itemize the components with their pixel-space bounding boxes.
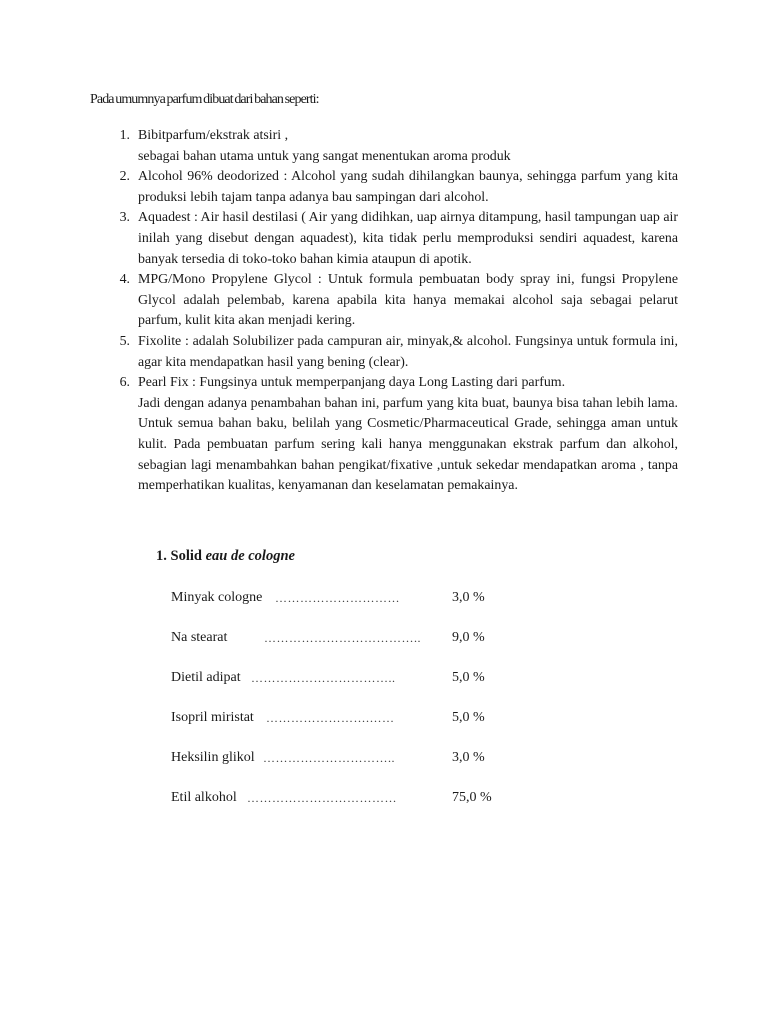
list-item-text: Alcohol 96% deodorized : Alcohol yang sudah dihilangkan baunya, sehingga parfum yang kita produksi lebih tajam tanpa adanya bau sampingan dari alcohol. bbox=[138, 169, 678, 205]
intro-text: Pada umumnya parfum dibuat dari bahan seperti: bbox=[90, 92, 319, 107]
recipe-row bbox=[171, 748, 501, 788]
list-item bbox=[106, 270, 678, 332]
recipe-number: 1. bbox=[156, 548, 167, 564]
list-item-text: MPG/Mono Propylene Glycol : Untuk formula pembuatan body spray ini, fungsi Propylene Glycol adalah pelembab, karena apabila kita hanya memakai alcohol saja sebagai pelarut parfum, kulit kita akan menjadi kering. bbox=[138, 272, 678, 329]
ingredient-name: Isopril miristat bbox=[171, 710, 254, 725]
list-item-number: 6. bbox=[119, 375, 130, 391]
list-item-text: Bibitparfum/ekstrak atsiri , bbox=[138, 128, 289, 143]
list-item-text: Aquadest : Air hasil destilasi ( Air yang didihkan, uap airnya ditampung, hasil tampungan uap air inilah yang disebut dengan aquadest), kita tidak perlu memproduksi sendiri aquadest, karena banyak tersedia di toko-toko bahan kimia ataupun di apotik. bbox=[138, 210, 678, 267]
ingredient-percent: 9,0 % bbox=[452, 630, 485, 645]
dot-leader: …………………………….. bbox=[251, 671, 396, 685]
list-item-text: sebagai bahan utama untuk yang sangat menentukan aroma produk bbox=[138, 148, 511, 164]
ingredient-percent: 5,0 % bbox=[452, 710, 485, 725]
ingredient-percent: 75,0 % bbox=[452, 790, 492, 805]
ingredient-percent: 5,0 % bbox=[452, 670, 485, 685]
recipe-table bbox=[171, 588, 501, 828]
ingredient-percent: 3,0 % bbox=[452, 750, 485, 765]
list-item-number: 5. bbox=[119, 333, 130, 349]
ingredient-percent: 3,0 % bbox=[452, 590, 485, 605]
list-item-number: 4. bbox=[119, 272, 130, 288]
ingredient-name: Dietil adipat bbox=[171, 670, 241, 685]
list-item bbox=[106, 373, 678, 497]
dot-leader: ……………………………… bbox=[247, 791, 397, 805]
list-item-number: 2. bbox=[119, 169, 130, 185]
list-item-paragraph: Jadi dengan adanya penambahan bahan ini, parfum yang kita buat, baunya bisa tahan lebih lama. Untuk semua bahan baku, belilah yang Cosmetic/Pharmaceutical Grade, sehingga aman untuk kulit. Pada pembuatan parfum sering kali hanya menggunakan ekstrak parfum dan alkohol, sebagian lagi menambahkan bahan pengikat/fixative ,untuk sekedar mendapatkan aroma , tanpa memperhatikan kualitas, kenyamanan dan keselamatan pemakainya. bbox=[138, 395, 678, 494]
recipe-row bbox=[171, 588, 501, 628]
dot-leader: ………………………… bbox=[275, 591, 400, 605]
recipe-heading bbox=[156, 548, 295, 565]
recipe-row bbox=[171, 708, 501, 748]
ingredient-name: Etil alkohol bbox=[171, 790, 237, 805]
dot-leader: …………………….…… bbox=[266, 711, 395, 725]
list-item bbox=[106, 332, 678, 373]
recipe-row bbox=[171, 788, 501, 828]
list-item-number: 3. bbox=[119, 210, 130, 226]
ingredient-list bbox=[106, 126, 678, 497]
recipe-title-plain: Solid bbox=[170, 548, 202, 564]
dot-leader: ……………………………….. bbox=[264, 631, 421, 645]
list-item bbox=[106, 167, 678, 208]
recipe-title-italic: eau de cologne bbox=[205, 548, 295, 564]
list-item bbox=[106, 126, 678, 167]
recipe-row bbox=[171, 628, 501, 668]
ingredient-name: Heksilin glikol bbox=[171, 750, 255, 765]
dot-leader: ………………………….. bbox=[263, 751, 395, 765]
list-item-text: Fixolite : adalah Solubilizer pada campuran air, minyak,& alcohol. Fungsinya untuk formula ini, agar kita mendapatkan hasil yang bening (clear). bbox=[138, 333, 678, 370]
ingredient-name: Na stearat bbox=[171, 630, 228, 645]
ingredient-name: Minyak cologne bbox=[171, 590, 263, 605]
list-item bbox=[106, 208, 678, 270]
list-item-text: Pearl Fix : Fungsinya untuk memperpanjang daya Long Lasting dari parfum. bbox=[138, 375, 566, 391]
recipe-row bbox=[171, 668, 501, 708]
list-item-number: 1. bbox=[119, 128, 130, 143]
